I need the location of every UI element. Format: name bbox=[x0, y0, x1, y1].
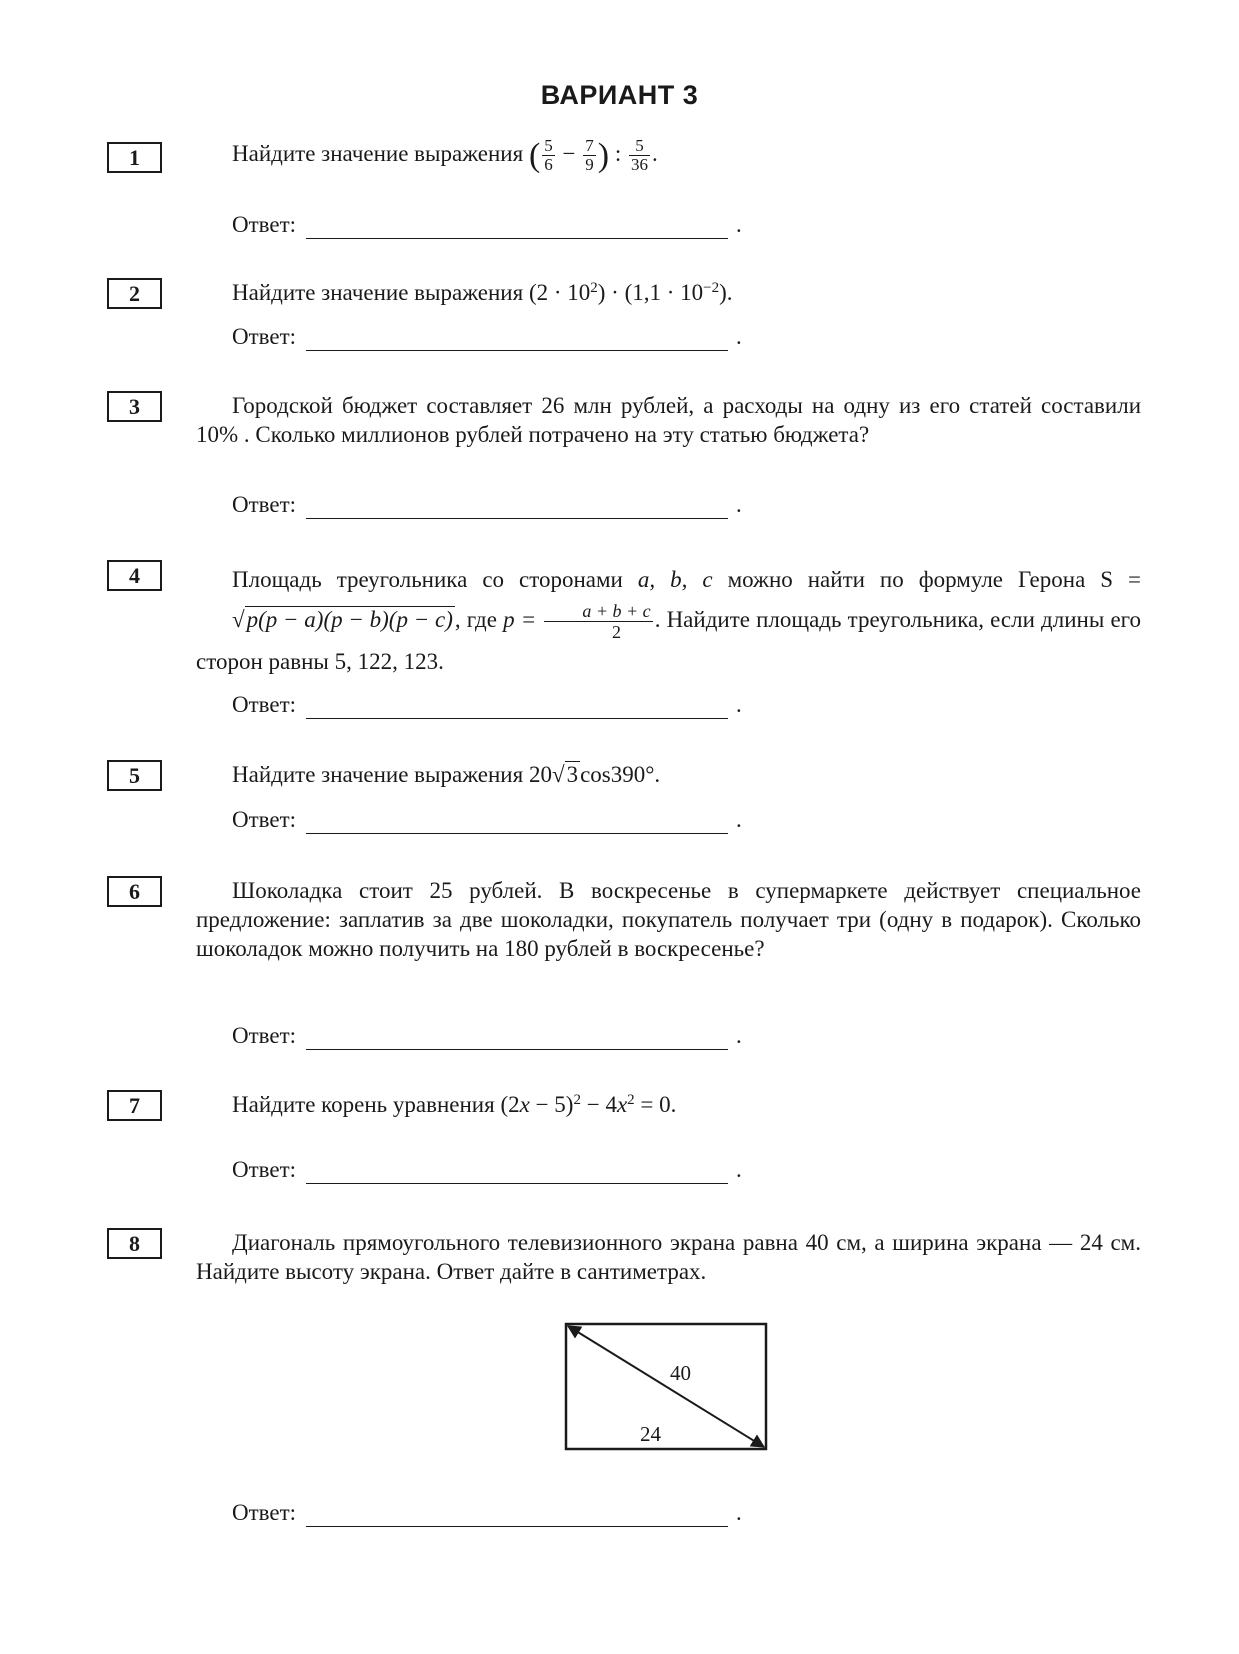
problem-1-text: Найдите значение выражения ( $\frac{5}{6}$ − $\frac{7}{9}$ ) : $\frac{5}{36}$ . bbox=[232, 136, 658, 174]
problem-5-text: Найдите значение выражения 20√3cos390°. bbox=[232, 762, 661, 787]
problem-number-5: 5 bbox=[107, 760, 162, 791]
problem-7-text: Найдите корень уравнения $(2x - 5)^2 - 4x^2 = 0$. bbox=[232, 1092, 677, 1117]
problem-6-text: Шоколадка стоит 25 рублей. В воскресенье в супермаркете действует специальное предложение: заплатив за две шоколадки, покупатель получает три (одну в подарок). Сколько шоколадок можно получить на 180 рублей в воскресенье? bbox=[196, 878, 1141, 961]
answer-field-6[interactable]: Ответ: . bbox=[232, 1023, 742, 1048]
problem-3-text: Городской бюджет составляет 26 млн рублей, а расходы на одну из его статей составили 10% . Сколько миллионов рублей потрачено на эту статью бюджета? bbox=[196, 393, 1141, 447]
diagonal-label: 40 bbox=[670, 1361, 691, 1385]
sqrt-expression: √p(p − a)(p − b)(p − c) bbox=[232, 607, 453, 632]
answer-field-4[interactable]: Ответ: . bbox=[232, 692, 742, 717]
page-title: ВАРИАНТ 3 bbox=[540, 80, 699, 110]
answer-field-3[interactable]: Ответ: . bbox=[232, 492, 742, 517]
answer-field-2[interactable]: Ответ: . bbox=[232, 324, 742, 349]
problem-number-2: 2 bbox=[107, 278, 162, 309]
problem-number-4: 4 bbox=[107, 560, 162, 591]
answer-field-7[interactable]: Ответ: . bbox=[232, 1157, 742, 1182]
problem-number-3: 3 bbox=[107, 391, 162, 422]
problem-number-1: 1 bbox=[107, 142, 162, 173]
answer-field-8[interactable]: Ответ: . bbox=[232, 1500, 742, 1525]
tv-screen-figure bbox=[562, 1320, 772, 1455]
answer-field-5[interactable]: Ответ: . bbox=[232, 807, 742, 832]
diagonal-arrow bbox=[568, 1326, 764, 1447]
problem-4-text: Площадь треугольника со сторонами a, b, c можно найти по формуле Герона S = √p(p − a)(p − b)(p − c), где p = $\frac{a + b + c}{2}$ . Найдите площадь треугольника, если длины его сторон равны 5, 122, 123. bbox=[196, 567, 1142, 675]
problem-2-text: Найдите значение выражения $(2 \cdot 10^2) \cdot (1,1 \cdot 10^{-2})$. bbox=[232, 280, 733, 305]
problem-number-8: 8 bbox=[107, 1228, 162, 1259]
width-label: 24 bbox=[640, 1422, 661, 1446]
problem-8-text: Диагональ прямоугольного телевизионного экрана равна 40 см, а ширина экрана — 24 см. Найдите высоту экрана. Ответ дайте в сантиметрах. bbox=[196, 1230, 1141, 1284]
problem-number-7: 7 bbox=[107, 1090, 162, 1121]
problem-number-6: 6 bbox=[107, 876, 162, 907]
answer-field-1[interactable]: Ответ: . bbox=[232, 212, 742, 237]
